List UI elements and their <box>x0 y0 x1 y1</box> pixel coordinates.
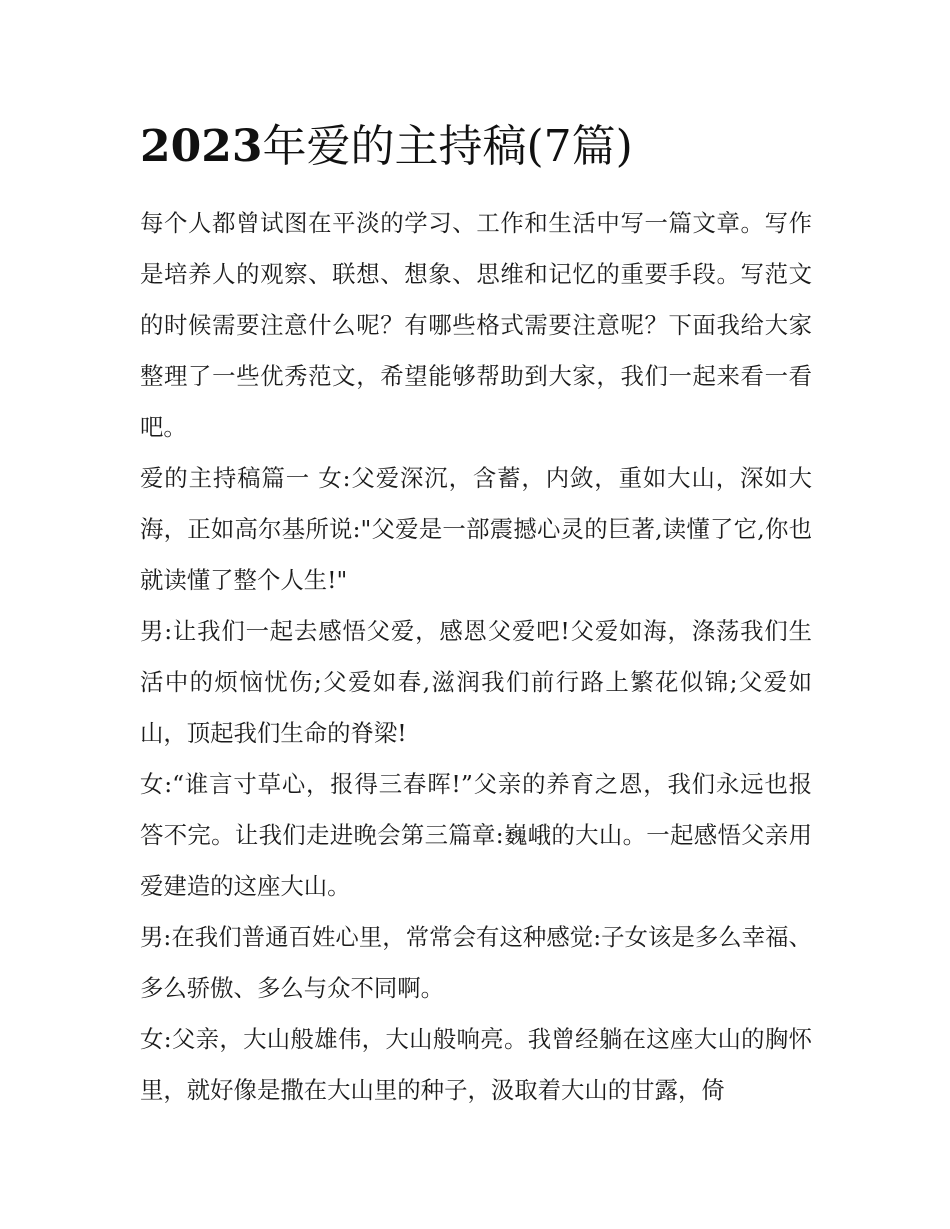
paragraph-intro: 每个人都曾试图在平淡的学习、工作和生活中写一篇文章。写作是培养人的观察、联想、想象、思维和记忆的重要手段。写范文的时候需要注意什么呢？有哪些格式需要注意呢？下面我给大家整理了一些优秀范文，希望能够帮助到大家，我们一起来看一看吧。 <box>140 209 812 441</box>
document-title <box>140 118 830 176</box>
title-year: 2023 <box>140 121 263 172</box>
paragraph-4: 男:在我们普通百姓心里，常常会有这种感觉:子女该是多么幸福、多么骄傲、多么与众不同啊。 <box>140 923 812 1002</box>
paragraph-2: 男:让我们一起去感悟父爱，感恩父爱吧!父爱如海，涤荡我们生活中的烦恼忧伤;父爱如春,滋润我们前行路上繁花似锦;父爱如山，顶起我们生命的脊梁! <box>140 617 812 747</box>
document-body <box>140 198 812 1116</box>
paragraph-1: 爱的主持稿篇一 女:父爱深沉，含蓄，内敛，重如大山，深如大海，正如高尔基所说:"父爱是一部震撼心灵的巨著,读懂了它,你也就读懂了整个人生!" <box>140 464 812 594</box>
title-text: 年爱的主持稿(7篇) <box>262 121 633 172</box>
paragraph-3: 女:“谁言寸草心，报得三春晖!”父亲的养育之恩，我们永远也报答不完。让我们走进晚会第三篇章:巍峨的大山。一起感悟父亲用爱建造的这座大山。 <box>140 770 812 900</box>
paragraph-5: 女:父亲，大山般雄伟，大山般响亮。我曾经躺在这座大山的胸怀里，就好像是撒在大山里的种子，汲取着大山的甘露，倚 <box>140 1025 812 1104</box>
